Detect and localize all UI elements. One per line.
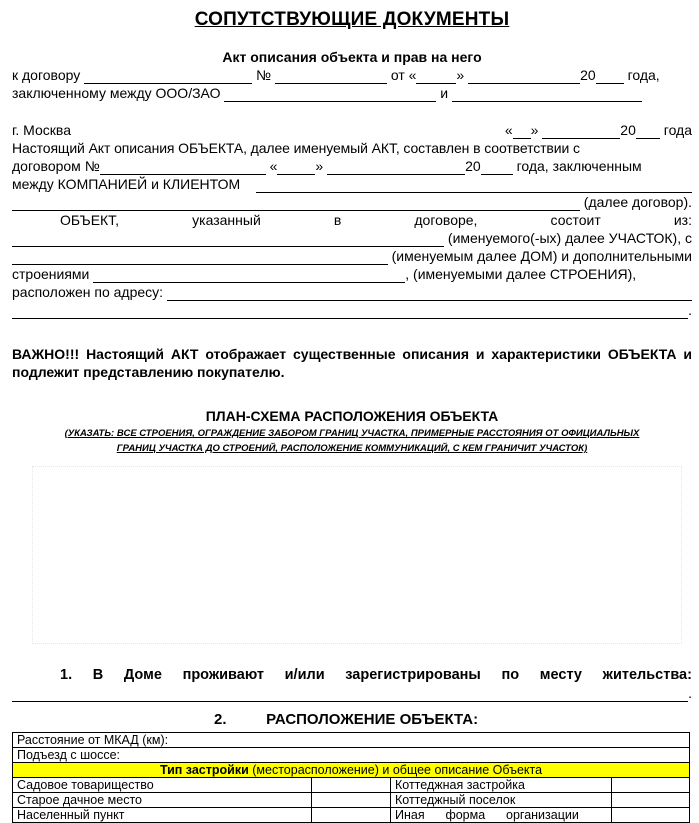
table-row	[13, 808, 690, 823]
word-object: ОБЪЕКТ,	[60, 212, 120, 228]
paragraph-line-2	[12, 157, 692, 175]
residents-line	[12, 684, 692, 702]
scheme-note-line-2: ГРАНИЦ УЧАСТКА ДО СТРОЕНИЙ, РАСПОЛОЖЕНИЕ КОММУНИКАЦИЙ, С КЕМ ГРАНИЧИТ УЧАСТОК)	[116, 443, 588, 454]
label-quote-close: »	[456, 67, 465, 83]
build-type-bold: Тип застройки	[159, 763, 249, 777]
build-type-header	[13, 763, 690, 778]
label-and: и	[440, 85, 449, 101]
location-table	[12, 732, 690, 823]
label-address: расположен по адресу:	[12, 284, 164, 300]
contract-description-field[interactable]	[12, 196, 580, 211]
client-party-field[interactable]	[452, 87, 642, 102]
document-page	[12, 0, 692, 823]
s1-w5: зарегистрированы	[345, 667, 481, 683]
label-concluded: года, заключенным	[516, 158, 642, 174]
word-of: из:	[673, 212, 692, 228]
table-row	[13, 778, 690, 793]
paragraph-line-6	[12, 229, 692, 247]
contract-year-field-2[interactable]	[481, 160, 513, 175]
date-year-label: года	[663, 122, 692, 138]
paragraph-line-4	[12, 193, 692, 211]
contract-day-field[interactable]	[416, 69, 456, 84]
house-field[interactable]	[12, 250, 388, 265]
residents-field[interactable]	[12, 687, 688, 702]
label-plot: (именуемого(-ых) далее УЧАСТОК), с	[447, 230, 692, 246]
company-party-field[interactable]	[224, 87, 436, 102]
type-option-label: Иная форма организации	[391, 808, 612, 823]
type-option-label: Садовое товарищество	[13, 778, 312, 793]
table-row	[13, 748, 690, 763]
build-type-rest: (месторасположение) и общее описание Объекта	[248, 763, 543, 777]
word-specified: указанный	[192, 212, 261, 228]
date-quote-open: «	[504, 122, 513, 138]
type-option-check[interactable]	[612, 808, 690, 823]
section-2-title: РАСПОЛОЖЕНИЕ ОБЪЕКТА:	[266, 711, 479, 728]
s1-w8: жительства:	[602, 667, 692, 683]
contract-line-1	[12, 66, 692, 84]
label-house: (именуемым далее ДОМ) и дополнительными	[391, 248, 692, 264]
residents-period: .	[688, 685, 692, 701]
label-quote-open-2: «	[269, 158, 278, 174]
label-year: года,	[627, 67, 660, 83]
label-from: от «	[390, 67, 417, 83]
parties-field[interactable]	[256, 178, 692, 193]
scheme-drawing-area[interactable]	[32, 466, 682, 644]
type-option-check[interactable]	[312, 778, 391, 793]
label-year-prefix-2: 20	[465, 158, 481, 174]
act-year-field[interactable]	[636, 124, 660, 139]
type-option-check[interactable]	[312, 808, 391, 823]
plot-field[interactable]	[12, 232, 444, 247]
type-option-label: Коттеджный поселок	[391, 793, 612, 808]
city-label: г. Москва	[12, 122, 71, 138]
section-2-heading	[12, 710, 692, 730]
s1-w3: проживают	[182, 667, 264, 683]
paragraph-line-3	[12, 175, 692, 193]
paragraph-line-10	[12, 301, 692, 319]
contract-number-field[interactable]	[275, 69, 387, 84]
address-field[interactable]	[167, 286, 692, 301]
type-option-check[interactable]	[612, 778, 690, 793]
s1-w7: месту	[539, 667, 582, 683]
s1-w1: В	[92, 667, 104, 683]
scheme-note-line-1: (УКАЗАТЬ: ВСЕ СТРОЕНИЯ, ОГРАЖДЕНИЕ ЗАБОРОМ ГРАНИЦ УЧАСТКА, ПРИМЕРНЫЕ РАССТОЯНИЯ ОТ ОФИЦИАЛЬНЫХ	[64, 428, 640, 439]
address-field-2[interactable]	[12, 304, 688, 319]
paragraph-line-5	[12, 211, 692, 229]
label-number: №	[256, 67, 272, 83]
label-buildings: строениями	[12, 266, 90, 282]
label-year-prefix: 20	[580, 67, 596, 83]
scheme-title: ПЛАН-СХЕМА РАСПОЛОЖЕНИЯ ОБЪЕКТА	[205, 408, 499, 424]
s1-w0: 1.	[60, 667, 73, 683]
highway-access-cell[interactable]: Подъезд с шоссе:	[13, 748, 690, 763]
paragraph-line-9	[12, 283, 692, 301]
word-consists: состоит	[550, 212, 601, 228]
type-option-check[interactable]	[312, 793, 391, 808]
distance-mkad-cell[interactable]: Расстояние от МКАД (км):	[13, 733, 690, 748]
type-option-label: Населенный пункт	[13, 808, 312, 823]
period: .	[688, 302, 692, 318]
scheme-note	[12, 426, 692, 456]
act-subtitle: Акт описания объекта и прав на него	[222, 49, 482, 65]
contract-name-field[interactable]	[84, 69, 252, 84]
label-quote-close-2: »	[315, 158, 324, 174]
label-buildings-named: , (именуемыми далее СТРОЕНИЯ),	[405, 266, 637, 282]
contract-month-field[interactable]	[468, 69, 580, 84]
contract-year-field[interactable]	[596, 69, 624, 84]
table-row	[13, 793, 690, 808]
city-date-line	[12, 121, 692, 139]
word-contract: договоре,	[414, 212, 478, 228]
contract-day-field-2[interactable]	[277, 160, 315, 175]
type-option-label: Старое дачное место	[13, 793, 312, 808]
label-company-client: между КОМПАНИЕЙ и КЛИЕНТОМ	[12, 176, 241, 192]
table-row	[13, 733, 690, 748]
section-1-heading	[12, 666, 692, 684]
label-concluded-between: заключенному между ООО/ЗАО	[12, 85, 221, 101]
contract-month-field-2[interactable]	[327, 160, 465, 175]
type-option-check[interactable]	[612, 793, 690, 808]
contract-line-2	[12, 84, 692, 102]
label-contract-no: договором №	[12, 158, 100, 174]
contract-no-field-2[interactable]	[100, 160, 266, 175]
act-month-field[interactable]	[542, 124, 620, 139]
buildings-field[interactable]	[93, 268, 405, 283]
s1-w6: по	[501, 667, 520, 683]
act-day-field[interactable]	[513, 124, 531, 139]
important-notice: ВАЖНО!!! Настоящий АКТ отображает существенные описания и характеристики ОБЪЕКТА и подлежит представлению покупателю.	[12, 346, 692, 380]
paragraph-line-8	[12, 265, 692, 283]
type-option-label: Коттеджная застройка	[391, 778, 612, 793]
date-year-prefix: 20	[620, 122, 636, 138]
s1-w4: и/или	[284, 667, 325, 683]
table-row	[13, 763, 690, 778]
label-to-contract: к договору	[12, 67, 81, 83]
s1-w2: Доме	[123, 667, 162, 683]
label-further-contract: (далее договор).	[583, 194, 692, 210]
paragraph-line-7	[12, 247, 692, 265]
date-quote-close: »	[530, 122, 539, 138]
word-in: в	[333, 212, 342, 228]
document-title: СОПУТСТВУЮЩИЕ ДОКУМЕНТЫ	[194, 9, 510, 30]
section-2-number: 2.	[214, 711, 227, 728]
paragraph-line-1: Настоящий Акт описания ОБЪЕКТА, далее именуемый АКТ, составлен в соответствии с	[12, 140, 580, 156]
